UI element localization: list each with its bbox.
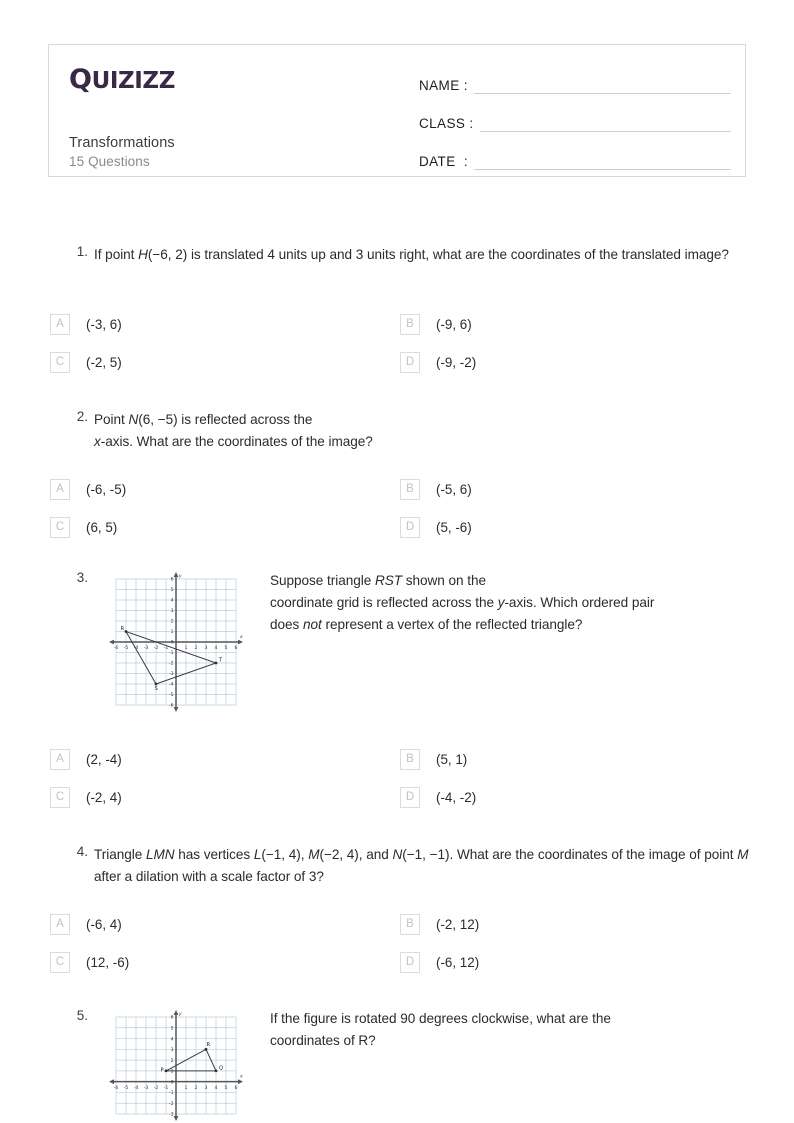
class-field-row <box>419 101 731 134</box>
svg-text:5: 5 <box>224 646 228 652</box>
option-text: (-9, -2) <box>436 354 477 370</box>
name-field-input[interactable] <box>474 92 731 94</box>
date-field-row <box>419 139 731 172</box>
question-text: If point H(−6, 2) is translated 4 units up and 3 units right, what are the coordinates of the translated image? <box>94 247 729 262</box>
svg-text:-4: -4 <box>168 682 174 688</box>
svg-text:1: 1 <box>170 630 174 636</box>
option-b[interactable] <box>400 478 472 500</box>
svg-text:0: 0 <box>170 640 174 646</box>
option-text: (2, -4) <box>86 751 122 767</box>
option-letter: A <box>50 749 70 770</box>
class-field-input[interactable] <box>480 130 731 132</box>
svg-text:-1: -1 <box>168 651 174 657</box>
svg-text:6: 6 <box>234 1085 238 1091</box>
class-field-label: CLASS : <box>419 116 474 131</box>
option-text: (5, -6) <box>436 519 472 535</box>
quiz-question-count: 15 Questions <box>69 154 150 169</box>
option-text: (-6, 4) <box>86 916 122 932</box>
svg-text:4: 4 <box>170 1037 174 1043</box>
option-letter: D <box>400 352 420 373</box>
student-info-fields <box>419 63 731 177</box>
option-letter: B <box>400 749 420 770</box>
option-letter: C <box>50 352 70 373</box>
option-letter: B <box>400 314 420 335</box>
option-letter: A <box>50 314 70 335</box>
svg-text:-2: -2 <box>168 1101 174 1107</box>
option-d[interactable] <box>400 516 472 538</box>
svg-text:6: 6 <box>170 1015 174 1021</box>
option-d[interactable] <box>400 351 476 373</box>
q5-graph-svg <box>104 1009 248 1123</box>
name-field-row <box>419 63 731 96</box>
option-text: (-4, -2) <box>436 789 477 805</box>
svg-text:-5: -5 <box>168 693 174 699</box>
option-c[interactable] <box>50 786 122 808</box>
svg-text:-5: -5 <box>123 1085 129 1091</box>
option-text: (6, 5) <box>86 519 118 535</box>
option-c[interactable] <box>50 351 122 373</box>
svg-text:-3: -3 <box>143 646 149 652</box>
option-b[interactable] <box>400 313 472 335</box>
svg-text:5: 5 <box>170 1026 174 1032</box>
option-a[interactable] <box>50 478 126 500</box>
option-text: (-6, -5) <box>86 481 127 497</box>
option-d[interactable] <box>400 951 479 973</box>
question-5-coordinate-grid <box>104 1009 248 1123</box>
name-field-label: NAME : <box>419 78 468 93</box>
option-a[interactable] <box>50 913 122 935</box>
svg-text:5: 5 <box>170 588 174 594</box>
option-letter: C <box>50 787 70 808</box>
svg-text:1: 1 <box>184 1085 188 1091</box>
svg-text:5: 5 <box>224 1085 228 1091</box>
svg-text:-6: -6 <box>113 646 119 652</box>
question-number: 3. <box>76 570 88 585</box>
date-field-input[interactable] <box>474 168 731 170</box>
svg-text:R: R <box>206 1041 211 1048</box>
svg-text:-2: -2 <box>153 1085 159 1091</box>
option-letter: B <box>400 914 420 935</box>
option-d[interactable] <box>400 786 476 808</box>
question-text: Suppose triangle RST shown on the coordinate grid is reflected across the y-axis. Which ordered pair does not represent a vertex of the reflected triangle? <box>270 573 655 633</box>
svg-text:-1: -1 <box>163 646 169 652</box>
option-text: (-2, 5) <box>86 354 122 370</box>
svg-text:S: S <box>154 686 158 692</box>
svg-text:-5: -5 <box>123 646 129 652</box>
svg-text:2: 2 <box>194 646 198 652</box>
question-number: 1. <box>76 244 88 259</box>
option-text: (-9, 6) <box>436 316 472 332</box>
option-text: (5, 1) <box>436 751 468 767</box>
svg-text:y: y <box>179 574 182 579</box>
option-text: (-6, 12) <box>436 954 480 970</box>
svg-text:4: 4 <box>214 646 218 652</box>
svg-text:x: x <box>240 635 243 640</box>
svg-text:4: 4 <box>170 598 174 604</box>
svg-text:-1: -1 <box>163 1085 169 1091</box>
question-number: 5. <box>76 1008 88 1023</box>
quizizz-logo: QUIZIZZ <box>69 64 175 95</box>
question-text: Point N(6, −5) is reflected across the x-axis. What are the coordinates of the image? <box>94 412 373 450</box>
svg-text:-2: -2 <box>168 661 174 667</box>
option-letter: D <box>400 517 420 538</box>
option-c[interactable] <box>50 516 117 538</box>
svg-text:-1: -1 <box>168 1091 174 1097</box>
option-text: (12, -6) <box>86 954 130 970</box>
question-text: Triangle LMN has vertices L(−1, 4), M(−2, 4), and N(−1, −1). What are the coordinates of the image of point M after a dilation with a scale factor of 3? <box>94 847 749 885</box>
option-text: (-5, 6) <box>436 481 472 497</box>
option-c[interactable] <box>50 951 129 973</box>
svg-text:2: 2 <box>194 1085 198 1091</box>
option-a[interactable] <box>50 313 122 335</box>
svg-text:-3: -3 <box>168 1112 174 1118</box>
option-text: (-2, 4) <box>86 789 122 805</box>
option-b[interactable] <box>400 913 479 935</box>
svg-text:1: 1 <box>170 1069 174 1075</box>
option-letter: D <box>400 787 420 808</box>
option-letter: A <box>50 914 70 935</box>
svg-text:T: T <box>219 657 223 664</box>
svg-text:3: 3 <box>170 1048 174 1054</box>
svg-text:-4: -4 <box>133 646 139 652</box>
svg-text:3: 3 <box>204 1085 208 1091</box>
worksheet-header <box>48 44 746 177</box>
option-letter: C <box>50 517 70 538</box>
svg-text:3: 3 <box>170 609 174 615</box>
question-number: 2. <box>76 409 88 424</box>
svg-text:-3: -3 <box>168 672 174 678</box>
option-text: (-2, 12) <box>436 916 480 932</box>
option-a[interactable] <box>50 748 122 770</box>
option-letter: B <box>400 479 420 500</box>
q3-graph-svg <box>104 571 248 719</box>
svg-text:6: 6 <box>234 646 238 652</box>
question-number: 4. <box>76 844 88 859</box>
svg-text:0: 0 <box>170 1080 174 1086</box>
svg-text:y: y <box>179 1012 182 1017</box>
question-text: If the figure is rotated 90 degrees clockwise, what are the coordinates of R? <box>270 1011 611 1049</box>
svg-text:x: x <box>240 1074 243 1080</box>
svg-text:-4: -4 <box>133 1085 139 1091</box>
question-3-coordinate-grid <box>104 571 248 719</box>
date-field-label: DATE : <box>419 154 469 169</box>
svg-text:Q: Q <box>219 1065 224 1072</box>
option-letter: D <box>400 952 420 973</box>
svg-text:-3: -3 <box>143 1085 149 1091</box>
header-left <box>67 57 417 167</box>
svg-text:R: R <box>120 626 125 632</box>
quiz-title: Transformations <box>69 135 175 151</box>
option-letter: A <box>50 479 70 500</box>
svg-text:-2: -2 <box>153 646 159 652</box>
option-b[interactable] <box>400 748 467 770</box>
svg-text:3: 3 <box>204 646 208 652</box>
svg-text:P: P <box>160 1067 164 1074</box>
option-text: (-3, 6) <box>86 316 122 332</box>
svg-text:1: 1 <box>184 646 188 652</box>
svg-text:-6: -6 <box>113 1085 119 1091</box>
svg-text:6: 6 <box>170 577 174 583</box>
svg-text:2: 2 <box>170 619 174 625</box>
svg-text:4: 4 <box>214 1085 218 1091</box>
svg-text:-6: -6 <box>168 703 174 709</box>
svg-text:2: 2 <box>170 1058 174 1064</box>
option-letter: C <box>50 952 70 973</box>
